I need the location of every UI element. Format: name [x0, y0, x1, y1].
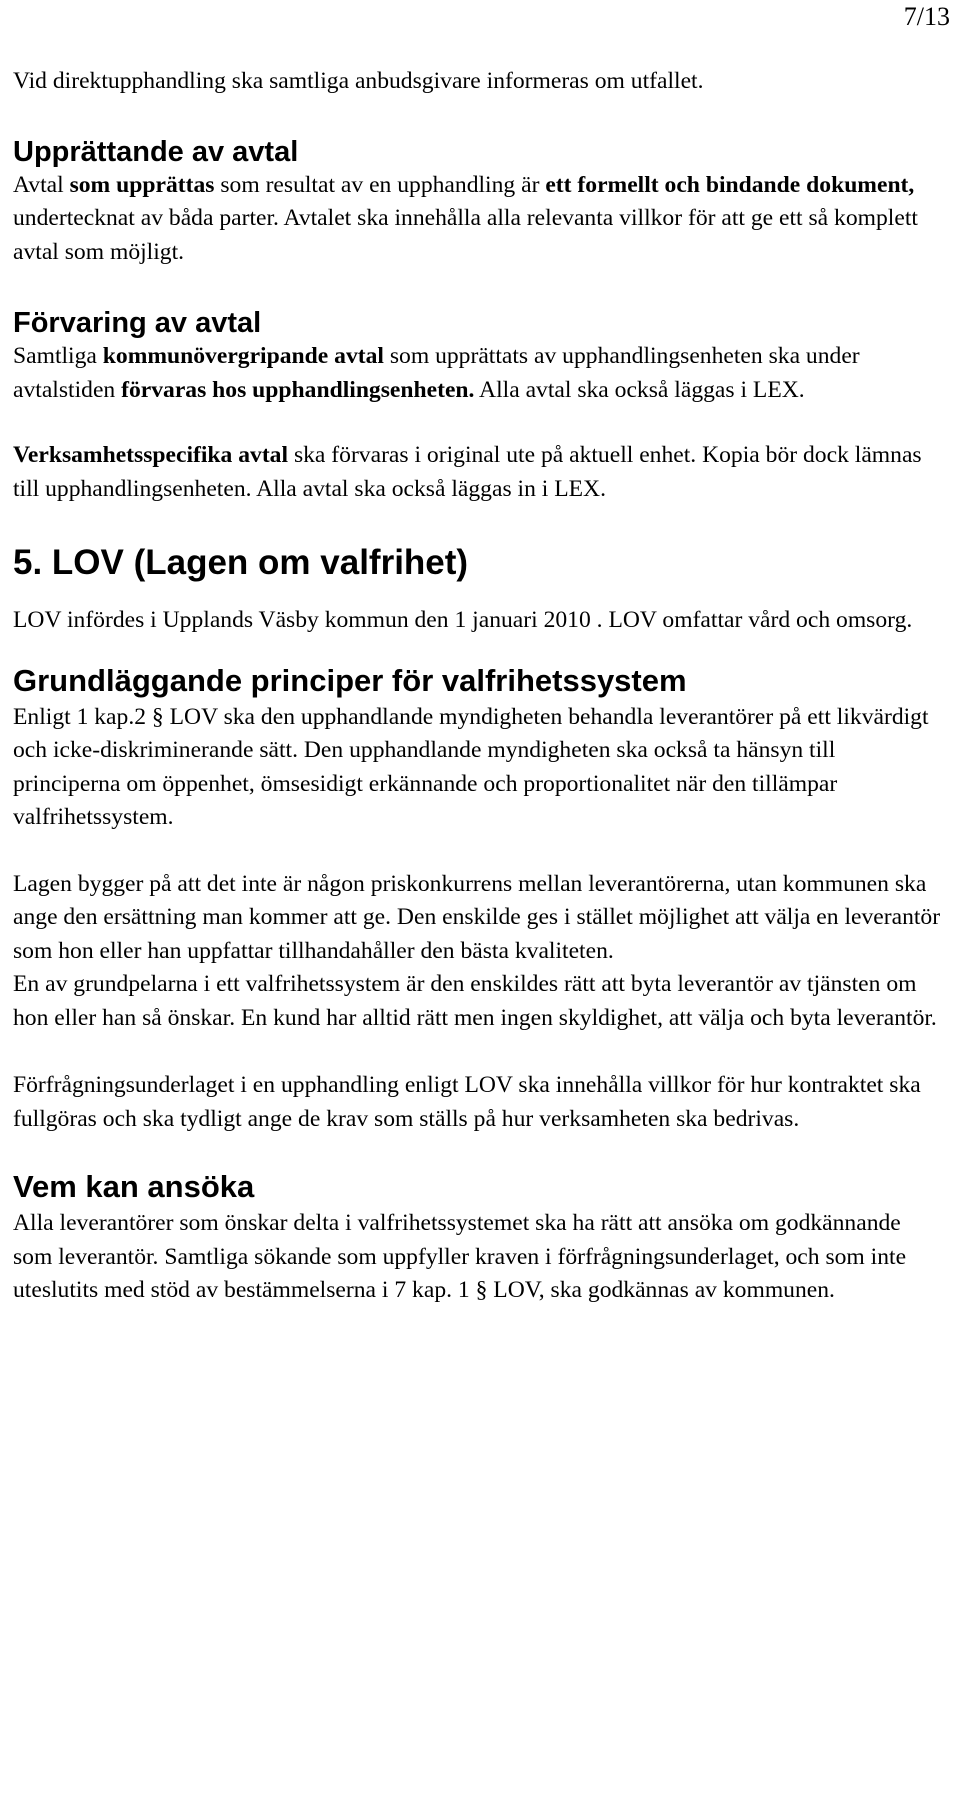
bold-run: Verksamhetsspecifika avtal: [13, 442, 289, 468]
page-number: 7/13: [903, 2, 950, 31]
paragraph-ansoka: Alla leverantörer som önskar delta i valfrihetssystemet ska ha rätt att ansöka om godkännande som leverantör. Samtliga sökande som uppfyller kraven i förfrågningsunderlaget, och som inte uteslutits med stöd av bestämmelserna i 7 kap. 1 § LOV, ska godkännas av kommunen.: [13, 1210, 907, 1303]
paragraph-principer-3: En av grundpelarna i ett valfrihetssystem är den enskildes rätt att byta leverantör av tjänsten om hon eller han så önskar. En kund har alltid rätt men ingen skyldighet, att välja och byta leverantör.: [13, 971, 937, 1031]
paragraph-principer-4: Förfrågningsunderlaget i en upphandling enligt LOV ska innehålla villkor för hur kontraktet ska fullgöras och ska tydligt ange de krav som ställs på hur verksamheten ska bedrivas.: [13, 1072, 921, 1132]
text-run: som upprättats av upphandlingsenheten ska under avtalstiden: [13, 343, 860, 403]
heading-lov: 5. LOV (Lagen om valfrihet): [13, 543, 469, 582]
text-run: undertecknat av båda parter. Avtalet ska innehålla alla relevanta villkor för att ge ett så komplett avtal som möjligt.: [13, 205, 918, 265]
heading-ansoka: Vem kan ansöka: [13, 1169, 255, 1204]
paragraph-upprattande: [13, 169, 943, 270]
paragraph-forvaring-1: [13, 340, 943, 407]
intro-paragraph: Vid direktupphandling ska samtliga anbudsgivare informeras om utfallet.: [13, 68, 704, 94]
text-run: Alla avtal ska också läggas i LEX.: [474, 376, 805, 403]
paragraph-principer-1: Enligt 1 kap.2 § LOV ska den upphandlande myndigheten behandla leverantörer på ett likvärdigt och icke-diskriminerande sätt. Den upphandlande myndigheten ska också ta hänsyn till principerna om öppenhet, ömsesidigt erkännande och proportionalitet när den tillämpar valfrihetssystem.: [13, 703, 929, 830]
document-body: [13, 65, 943, 1308]
bold-run: förvaras hos upphandlingsenheten.: [121, 376, 475, 403]
bold-run: kommunövergripande avtal: [102, 343, 384, 369]
paragraph-lov: LOV infördes i Upplands Väsby kommun den 1 januari 2010 . LOV omfattar vård och omsorg.: [13, 607, 913, 633]
paragraph-forvaring-2: [13, 439, 943, 506]
bold-run: ett formellt och bindande dokument,: [545, 171, 915, 198]
bold-run: som upprättas: [69, 171, 215, 198]
heading-upprattande: Upprättande av avtal: [13, 135, 299, 168]
paragraph-principer-2: Lagen bygger på att det inte är någon priskonkurrens mellan leverantörerna, utan kommunen ska ange den ersättning man kommer att ge. Den enskilde ges i stället möjlighet att välja en leverantör som hon eller han uppfattar tillhandahåller den bästa kvaliteten.: [13, 870, 941, 964]
text-run: som resultat av en upphandling är: [214, 171, 546, 198]
text-run: Avtal: [13, 171, 70, 198]
heading-principer: Grundläggande principer för valfrihetssystem: [13, 662, 687, 698]
text-run: ska förvaras i original ute på aktuell enhet. Kopia bör dock lämnas till upphandlingsenheten. Alla avtal ska också läggas in i LEX.: [13, 442, 922, 502]
text-run: Samtliga: [13, 343, 103, 369]
heading-forvaring: Förvaring av avtal: [13, 307, 262, 339]
